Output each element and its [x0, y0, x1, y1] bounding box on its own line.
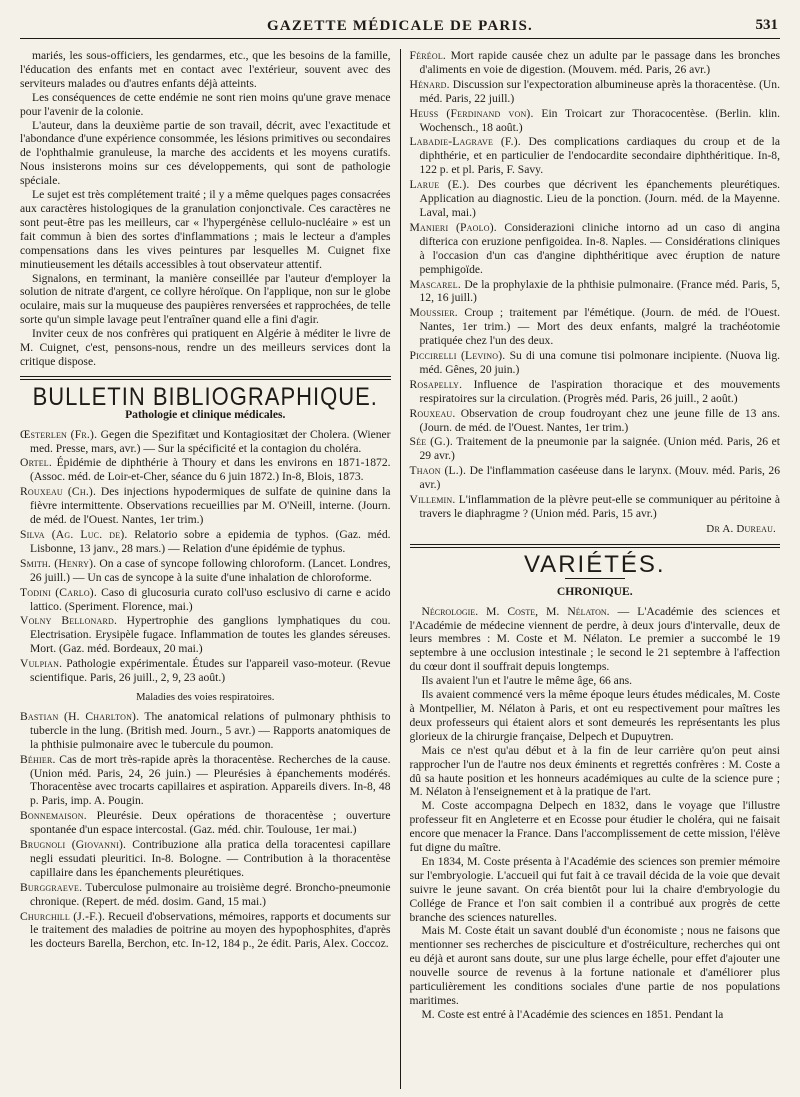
entry-text: The anatomical relations of pulmonary phthisis to tubercle in the lung. (British med. Journ., 5 avr.) — Rapports anatomiques de la phthisie pulmonaire avec le tubercule du poumon.	[30, 709, 391, 751]
paragraph: Ils avaient l'un et l'autre le même âge, 66 ans.	[421, 674, 633, 688]
entry-author: Burggraeve.	[20, 880, 83, 894]
entry-author: Œsterlen (Fr.).	[20, 427, 98, 441]
entry-text: Considerazioni cliniche intorno ad un caso di angina difterica con eruzione penfigoidea. In-8. Naples. — Considérations cliniques à l'occasion d'un cas d'angine diphthéritique avec éruption de nature pemphigoïde.	[419, 220, 781, 276]
paragraph-text: — L'Académie des sciences et l'Académie de médecine viennent de perdre, à deux jours d'intervalle, deux de leurs membres : M. Coste et M. Nélaton. Le premier a succombé le 19 septembre à une occlusion intestinale ; le second le 21 septembre à l'affection du cœur dont il souffrait depuis longtemps.	[409, 604, 781, 674]
paragraph: M. Coste accompagna Delpech en 1832, dans le voyage que l'illustre professeur fit en Angleterre et en Ecosse pour étudier le choléra, qui ne faisait encore que menacer la France. Dans l'accomplissement de cette mission, l'élève fut digne du maître.	[409, 799, 781, 855]
entry-text: L'inflammation de la plèvre peut-elle se communiquer au péritoine à travers le diaphragme ? (Union méd. Paris, 15 avr.)	[419, 493, 781, 520]
entry-text: Tuberculose pulmonaire au troisième degré. Broncho-pneumonie chronique. (Repert. de méd. dosim. Gand, 15 mai.)	[30, 880, 391, 908]
paragraph: Mais ce n'est qu'au début et à la fin de leur carrière qu'on peut ainsi rapprocher l'un de l'autre nos deux éminents et regrettés confrères : M. Coste a dû sa haute position et les honneurs académiques au culte de la science pure ; M. Nélaton à l'enseignement et à la pratique de l'art.	[409, 743, 781, 799]
bibliography-entry	[410, 78, 781, 106]
entry-author: Ortel.	[20, 456, 52, 470]
bibliography-entry	[20, 614, 391, 656]
bibliography-entry	[410, 221, 781, 277]
chronique-text	[410, 605, 781, 1022]
two-column-body	[20, 49, 780, 1089]
bibliography-entry	[20, 710, 391, 752]
varietes-title: VARIÉTÉS.	[523, 550, 666, 578]
bibliography-entry	[20, 485, 391, 527]
entry-author: Béhier.	[20, 752, 56, 766]
entry-text: Des courbes que décrivent les épanchements pleurétiques. Application au diagnostic. Lieu de la ponction. (Journ. méd. de la Mayenne. Laval, mai.)	[419, 178, 781, 219]
page-number: 531	[755, 17, 778, 33]
entry-author: Heuss (Ferdinand von).	[409, 106, 534, 120]
entry-author: Rosapelly.	[409, 377, 463, 391]
paragraph: Signalons, en terminant, la manière conseillée par l'auteur d'employer la solution de nitrate d'argent, ce collyre héroïque. On l'applique, non sur le globe oculaire, mais sur la muqueuse des paupières renversées et rapprochées, de telle sorte qu'un simple lavage peut l'entraîner quand elle a fini d'agir.	[20, 271, 391, 327]
paragraph: Inviter ceux de nos confrères qui pratiquent en Algérie à méditer le livre de M. Cuignet, c'est, pensons-nous, rendre un des meilleurs services dont la critique dispose.	[20, 327, 391, 368]
bibliography-entry	[410, 135, 781, 177]
entry-author: Villemin.	[409, 493, 456, 507]
bibliography-entry	[20, 586, 391, 614]
bibliography-entry	[410, 378, 781, 406]
entry-text: Observation de croup foudroyant chez une jeune fille de 13 ans. (Journ. de méd. de l'Ouest. Nantes, 1er trim.)	[419, 406, 781, 434]
bulletin-title: BULLETIN BIBLIOGRAPHIQUE.	[32, 381, 378, 411]
bibliography-entry	[20, 557, 391, 585]
bibliography-entry	[410, 278, 781, 306]
left-column	[20, 49, 400, 1089]
paragraph: mariés, les sous-officiers, les gendarmes, etc., que les besoins de la famille, l'éducation des enfants met en contact avec l'extérieur, souvent avec des serviteurs malades ou d'autres enfants déjà atteints.	[20, 49, 391, 90]
bibliography-entry	[410, 493, 781, 521]
bibliography-entry	[20, 838, 391, 880]
bibliography-entry	[20, 753, 391, 809]
entry-author: Rouxeau (Ch.).	[20, 485, 97, 499]
necrologie-heading: Nécrologie. M. Coste, M. Nélaton.	[421, 604, 610, 618]
entry-author: Bonnemaison.	[20, 809, 87, 823]
bibliography-entry	[20, 881, 391, 909]
entry-text: Relatorio sobre a epidemia de typhos. (Gaz. méd. Lisbonne, 13 janv., 28 mars.) — Relation d'une épidémie de typhus.	[30, 528, 391, 555]
entry-author: Thaon (L.).	[409, 464, 467, 478]
bibliography-list-continued	[410, 49, 781, 521]
entry-author: Labadie-Lagrave (F.).	[409, 135, 521, 149]
section-rule	[20, 376, 391, 380]
entry-author: Manieri (Paolo).	[409, 220, 497, 234]
bibliography-entry	[20, 456, 391, 484]
entry-author: Piccirelli (Levino).	[409, 349, 506, 363]
paragraph: L'auteur, dans la deuxième partie de son travail, décrit, avec l'exactitude et l'abondance d'une expérience consommée, les lésions primitives ou secondaires de l'ophthalmie granuleuse, la marche des accidents et les moyens curatifs. Nous insisterons moins sur ces développements, qui sont de pathologie spéciale.	[20, 118, 391, 188]
bibliography-entry	[410, 107, 781, 135]
paragraph: Mais M. Coste était un savant doublé d'un économiste ; nous ne faisons que mentionner ses recherches de pisciculture et d'ostréiculture, recherches qui ont eu déjà et auront sans doute, sur une plus large échelle, pour effet d'ajouter une nouvelle source de revenus à la fortune nationale et d'améliorer plus particulièrement les conditions sociales d'une partie de nos populations maritimes.	[409, 924, 781, 1007]
entry-author: Féréol.	[409, 49, 447, 62]
entry-author: Larue (E.).	[409, 178, 470, 192]
entry-text: Des injections hypodermiques de sulfate de quinine dans la fièvre intermittente. Observations recueillies par M. O'Neill, interne. (Journ. de méd. de l'Ouest. Nantes, 1er trim.)	[30, 485, 391, 527]
entry-author: Todini (Carlo).	[20, 585, 97, 599]
entry-text: Contribuzione alla pratica della toracentesi capillare negli essudati pleuritici. In-8. Bologne. — Contribution à la thoracentèse capillaire dans les épanchements pleurétiques.	[30, 838, 391, 879]
entry-text: De la prophylaxie de la phthisie pulmonaire. (France méd. Paris, 5, 12, 16 juill.)	[419, 277, 781, 305]
entry-text: Pleurésie. Deux opérations de thoracentèse ; ouverture spontanée d'un espace intercostal. (Gaz. méd. chir. Toulouse, 1er mai.)	[30, 809, 391, 837]
bibliography-entry	[410, 49, 781, 77]
entry-text: Mort rapide causée chez un adulte par le passage dans les bronches d'aliments en voie de digestion. (Mouvem. méd. Paris, 26 avr.)	[419, 49, 781, 76]
entry-text: Recueil d'observations, mémoires, rapports et documents sur le traitement des maladies de poitrine au moyen des hypophosphites, d'après les docteurs Barella, Berchon, etc. In-12, 184 p., 2e édit. Paris, Alex. Coccoz.	[30, 909, 391, 951]
paragraph: Ils avaient commencé vers la même époque leurs études médicales, M. Coste à Montpellier, M. Nélaton à Paris, et ont eu respectivement pour maîtres les deux professeurs qui étaient alors et sont demeurés les représentants les plus glorieux de la chirurgie française, Delpech et Dupuytren.	[409, 688, 781, 743]
bibliography-entry	[20, 910, 391, 952]
paragraph: Les conséquences de cette endémie ne sont rien moins qu'une grave menace pour l'avenir de la colonie.	[20, 90, 391, 118]
entry-author: Bastian (H. Charlton).	[20, 709, 140, 723]
entry-text: Cas de mort très-rapide après la thoracentèse. Recherches de la cause. (Union méd. Paris, 24, 26 juin.) — Pleurésies à épanchements modérés. Thoracentèse avec trocarts capillaires et aspiration. Appareils divers. In-8, 48 p. Paris, imp. A. Pougin.	[30, 752, 391, 808]
entry-text: Discussion sur l'expectoration albumineuse après la thoracentèse. (Un. méd. Paris, 22 juill.)	[419, 77, 781, 105]
entry-author: Brugnoli (Giovanni).	[20, 838, 127, 852]
entry-author: Rouxeau.	[409, 406, 456, 420]
entry-text: On a case of syncope following chloroform. (Lancet. Londres, 26 juill.) — Un cas de syncope à la suite d'une inhalation de chloroforme.	[30, 556, 391, 584]
section-heading-pathology: Pathologie et clinique médicales.	[125, 407, 286, 421]
chronique-title: CHRONIQUE.	[556, 584, 633, 598]
entry-text: Influence de l'aspiration thoracique et des mouvements respiratoires sur la circulation. (Progrès méd. Paris, 26 juill., 2 août.)	[419, 377, 781, 405]
entry-text: Des complications cardiaques du croup et de la diphthérie, et en particulier de l'endocardite secondaire diphthéritique. In-8, 122 p. et pl. Paris, F. Savy.	[419, 135, 781, 177]
bibliography-entry	[410, 306, 781, 348]
running-header	[20, 12, 780, 39]
short-rule	[565, 578, 625, 579]
bibliography-entry	[410, 464, 781, 492]
entry-text: Ein Troicart zur Thoracocentèse. (Berlin. klin. Wochensch., 18 août.)	[419, 106, 780, 134]
paragraph: Le sujet est très complétement traité ; il y a même quelques pages consacrées aux caractères histologiques de la granulation conjonctivale. Ces caractères ne sont peut-être pas les meilleurs, car « l'hypergénèse cellulo-nucléaire » est un fait commun à bien des sortes d'inflammations ; mais le lecteur a d'amples compensations dans les vives peintures par lesquelles M. Cuignet fixe minutieusement les détails accessibles à tout observateur attentif.	[20, 188, 391, 271]
entry-text: De l'inflammation caséeuse dans le larynx. (Mouv. méd. Paris, 26 avr.)	[419, 464, 781, 492]
entry-text: Caso di glucosuria curato coll'uso esclusivo di carne e acido lattico. (Speriment. Florence, mai.)	[30, 585, 391, 613]
entry-author: Hénard.	[409, 77, 450, 91]
bibliography-entry	[20, 528, 391, 556]
entry-author: Mascarel.	[409, 277, 461, 291]
right-column	[401, 49, 781, 1089]
entry-author: Smith. (Henry).	[20, 556, 97, 570]
paragraph: M. Coste est entré à l'Académie des sciences en 1851. Pendant la	[421, 1007, 724, 1021]
bibliography-entry	[20, 657, 391, 685]
entry-author: Silva (Ag. Luc. de).	[20, 528, 128, 541]
review-conclusion	[20, 49, 391, 369]
entry-author: Volny Bellonard.	[20, 614, 118, 628]
entry-text: Traitement de la pneumonie par la saignée. (Union méd. Paris, 26 et 29 avr.)	[419, 435, 781, 463]
section-heading-respiratory: Maladies des voies respiratoires.	[136, 691, 275, 703]
journal-title: GAZETTE MÉDICALE DE PARIS.	[267, 18, 533, 34]
entry-text: Épidémie de diphthérie à Thoury et dans les environs en 1871-1872. (Assoc. méd. de Loir-et-Cher, séance du 6 juin 1872.) In-8, Blois, 1873.	[30, 456, 391, 484]
entry-text: Pathologie expérimentale. Études sur l'appareil vaso-moteur. (Revue scientifique. Paris, 26 juill., 2, 9, 23 août.)	[30, 657, 391, 685]
bibliography-entry	[410, 407, 781, 435]
bibliography-entry	[410, 349, 781, 377]
section-rule-varietes	[410, 544, 781, 548]
bulletin-signature: Dr A. Dureau.	[706, 522, 777, 535]
paragraph: En 1834, M. Coste présenta à l'Académie des sciences son premier mémoire sur l'embryologie. L'accueil qui fut fait à ce travail décida de la voie que devait suivre le jeune savant. On créa bientôt pour lui la chaire d'embryologie du Collége de France et l'on sait combien il a contribué aux progrès de cette branche des sciences naturelles.	[409, 854, 781, 924]
entry-author: Vulpian.	[20, 657, 63, 671]
bibliography-entry	[410, 435, 781, 463]
entry-text: Su di una comune tisi polmonare incipiente. (Nuova lig. méd. Gênes, 20 juin.)	[419, 349, 781, 376]
bibliography-list-pathology	[20, 428, 391, 685]
bibliography-list-respiratory	[20, 710, 391, 951]
entry-text: Gegen die Spezifitæt und Kontagiositæt der Cholera. (Wiener med. Presse, mars, avr.) — Sur la spécificité et la contagion du choléra.	[30, 427, 391, 455]
entry-text: Hypertrophie des ganglions lymphatiques du cou. Electrisation. Erysipèle fugace. Inflammation de toutes les glandes séreuses. Mort. (Gaz. méd. Bordeaux, 20 mai.)	[30, 614, 391, 656]
paragraph	[410, 605, 781, 675]
bibliography-entry	[20, 428, 391, 456]
bibliography-entry	[20, 809, 391, 837]
entry-author: Churchill (J.-F.).	[20, 909, 106, 923]
entry-author: Sée (G.).	[409, 435, 454, 449]
entry-text: Croup ; traitement par l'émétique. (Journ. de méd. de l'Ouest. Nantes, 1er trim.) — Mort des deux enfants, malgré la trachéotomie pratiquée chez l'un des deux.	[419, 306, 781, 348]
entry-author: Moussier.	[409, 306, 458, 320]
bibliography-entry	[410, 178, 781, 220]
